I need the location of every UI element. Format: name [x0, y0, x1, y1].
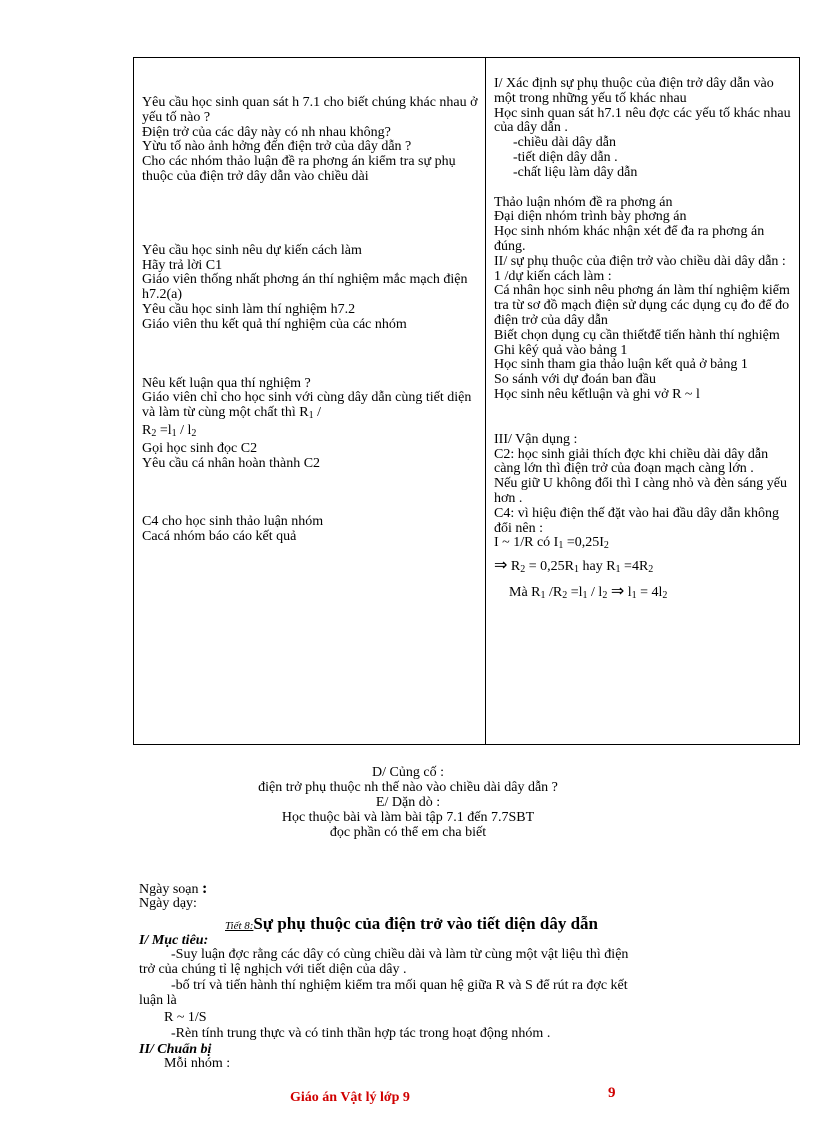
table-right-line: Ghi kêý quả vào bảng 1: [494, 342, 628, 358]
student-activity-column: [494, 58, 794, 604]
table-right-line: Thảo luận nhóm đề ra phơng án: [494, 194, 673, 210]
table-right-line: C4: vì hiệu điện thế đặt vào hai đầu dây dẫn không đổi nên :: [494, 505, 779, 536]
table-right-text: /R: [545, 584, 563, 600]
table-right-line: 1 /dự kiến cách làm :: [494, 268, 612, 284]
table-right-text: = 4l: [636, 584, 663, 600]
table-left-line: Nêu kết luận qua thí nghiệm ?: [142, 375, 311, 391]
preparation-heading: II/ Chuẩn bị: [139, 1042, 212, 1057]
lesson-table: [133, 57, 800, 745]
subscript: 2: [602, 589, 608, 601]
consolidation-question: điện trở phụ thuộc nh thế nào vào chiều dài dây dẫn ?: [258, 780, 558, 795]
table-left-line: Giáo viên thống nhất phơng án thí nghiệm mắc mạch điện h7.2(a): [142, 272, 468, 303]
table-right-text: / l: [587, 584, 603, 600]
homework-line: Học thuộc bài và làm bài tập 7.1 đến 7.7SBT: [281, 810, 535, 825]
table-right-text: R: [507, 559, 521, 575]
table-right-text: I ~ 1/R có I: [494, 535, 559, 551]
table-left-line: Cho các nhóm thảo luận đề ra phơng án kiểm tra sự phụ thuộc của điện trở dây dẫn vào chiều dài: [142, 154, 456, 184]
table-right-line: [494, 580, 794, 604]
table-right-line: III/ Vận dụng :: [494, 431, 578, 447]
page-number: 9: [608, 1085, 616, 1101]
table-left-text: R: [142, 422, 152, 438]
table-left-line: Yừu tố nào ảnh hởng đến điện trở của dây dẫn ?: [142, 139, 412, 155]
subscript: 2: [603, 540, 609, 552]
subscript: 2: [648, 564, 654, 576]
table-right-line: Học sinh nhóm khác nhận xét để đa ra phơng án đúng.: [494, 224, 765, 254]
prep-date-colon: :: [202, 880, 208, 897]
table-right-line: -tiết diện dây dẫn .: [513, 149, 618, 165]
table-left-text: =l: [156, 422, 172, 438]
subscript: 1: [631, 589, 637, 601]
implies-arrow-icon: ⇒: [610, 580, 625, 600]
table-left-line: C4 cho học sinh thảo luận nhóm: [142, 514, 324, 530]
table-left-line: Yêu cầu cá nhân hoàn thành C2: [142, 455, 321, 471]
table-right-line: [494, 555, 794, 578]
table-right-line: Đại diện nhóm trình bày phơng án: [494, 209, 687, 225]
table-right-line: Biết chọn dụng cụ cần thiếtđể tiến hành thí nghiệm: [494, 327, 780, 343]
subscript: 2: [562, 589, 568, 601]
table-left-line: Giáo viên thu kết quả thí nghiệm của các nhóm: [142, 316, 407, 332]
table-right-text: l: [624, 584, 632, 600]
table-right-line: II/ sự phụ thuộc của điện trở vào chiều dài dây dẫn :: [494, 253, 786, 269]
objective-line: -Suy luận đợc rằng các dây có cùng chiều dài và làm từ cùng một vật liệu thì điện: [171, 947, 629, 962]
table-left-line: [142, 391, 480, 441]
per-group-label: Mỗi nhóm :: [164, 1056, 231, 1071]
subscript: 1: [558, 540, 564, 552]
table-right-line: Cá nhân học sinh nêu phơng án làm thí nghiệm kiểm tra từ sơ đồ mạch điện sử dụng các dụng cụ đo để đo điện trở của dây dẫn: [494, 283, 790, 328]
objective-formula: R ~ 1/S: [164, 1010, 207, 1025]
table-right-text: =0,25I: [563, 535, 604, 551]
subscript: 2: [151, 427, 157, 439]
table-left-line: Yêu cầu học sinh quan sát h 7.1 cho biết chúng khác nhau ở yếu tố nào ?: [142, 95, 478, 125]
homework-heading: E/ Dặn dò :: [375, 795, 441, 810]
table-right-text: = 0,25R: [525, 559, 574, 575]
table-right-text: =4R: [620, 559, 649, 575]
table-left-line: Cacá nhóm báo cáo kết quả: [142, 529, 297, 545]
table-right-line: Học sinh quan sát h7.1 nêu đợc các yếu tố khác nhau của dây dẫn .: [494, 105, 791, 136]
subscript: 2: [662, 589, 668, 601]
subscript: 1: [573, 564, 579, 576]
table-left-line: Điện trở của các dây này có nh nhau không?: [142, 124, 391, 140]
table-right-line: -chiều dài dây dẫn: [513, 135, 617, 151]
table-right-text: =l: [567, 584, 583, 600]
table-left-line: Hãy trả lời C1: [142, 257, 223, 273]
table-right-line: I/ Xác định sự phụ thuộc của điện trở dây dẫn vào một trong những yếu tố khác nhau: [494, 76, 774, 106]
objective-line: trở của chúng tỉ lệ nghịch với tiết diện của dây .: [139, 962, 407, 977]
objective-line: -bố trí và tiến hành thí nghiệm kiểm tra mối quan hệ giữa R và S để rút ra đợc kết: [171, 978, 628, 993]
implies-arrow-icon: ⇒: [494, 555, 508, 575]
table-right-line: C2: học sinh giải thích đợc khi chiều dài dây dẫn càng lớn thì điện trở của đoạn mạch càng lớn .: [494, 446, 769, 477]
table-right-text: hay R: [578, 559, 616, 575]
subscript: 1: [540, 589, 546, 601]
footer-title: Giáo án Vật lý lớp 9: [290, 1090, 410, 1105]
table-right-line: -chất liệu làm dây dẫn: [513, 164, 638, 180]
table-left-text: /: [313, 405, 322, 421]
homework-line: đọc phần có thể em cha biết: [329, 825, 487, 840]
table-right-line: Học sinh tham gia thảo luận kết quả ở bảng 1: [494, 357, 748, 373]
table-right-line: Nếu giữ U không đổi thì I càng nhỏ và đèn sáng yếu hơn .: [494, 476, 787, 506]
lesson-title: [225, 914, 598, 936]
table-left-line: Yêu cầu học sinh nêu dự kiến cách làm: [142, 242, 362, 258]
period-label: Tiết 8:: [225, 920, 254, 932]
objective-line: luận là: [139, 993, 177, 1008]
lesson-title-text: Sự phụ thuộc của điện trở vào tiết diện dây dẫn: [253, 914, 598, 933]
table-right-line: Học sinh nêu kếtluận và ghi vở R ~ l: [494, 386, 700, 402]
subscript: 1: [171, 427, 177, 439]
objective-line: -Rèn tính trung thực và có tinh thần hợp tác trong hoạt động nhóm .: [171, 1026, 551, 1041]
teach-date: Ngày dạy:: [139, 896, 197, 911]
subscript: 1: [582, 589, 588, 601]
table-left-line: Gọi học sinh đọc C2: [142, 440, 258, 456]
table-right-line: [494, 536, 794, 554]
subscript: 1: [615, 564, 621, 576]
table-left-text: Giáo viên chỉ cho học sinh với cùng dây dẫn cùng tiết diện và làm từ cùng một chất thì R: [142, 390, 472, 421]
teacher-activity-column: [142, 58, 480, 545]
table-column-divider: [485, 58, 486, 744]
subscript: 1: [308, 410, 314, 422]
consolidation-heading: D/ Củng cố :: [372, 765, 444, 780]
prep-date-label: Ngày soạn: [139, 882, 199, 897]
table-left-line: Yêu cầu học sinh làm thí nghiệm h7.2: [142, 301, 356, 317]
subscript: 2: [520, 564, 526, 576]
table-right-text: Mà R: [509, 584, 541, 600]
subscript: 2: [191, 427, 197, 439]
table-left-text: / l: [176, 422, 192, 438]
objectives-heading: I/ Mục tiêu:: [139, 933, 209, 948]
table-right-line: So sánh với dự đoán ban đầu: [494, 372, 656, 388]
